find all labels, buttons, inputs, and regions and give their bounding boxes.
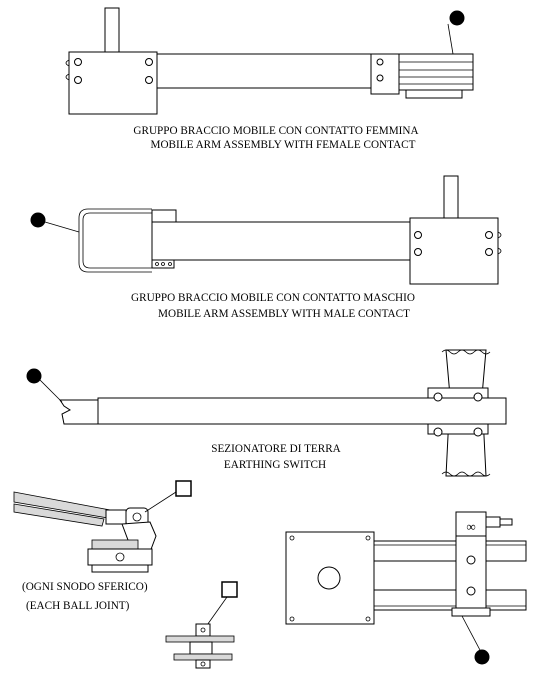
earthing-switch <box>27 350 507 476</box>
infinity-symbol: ∞ <box>466 519 476 534</box>
reference-square-icon <box>222 582 237 597</box>
caption-female-en: MOBILE ARM ASSEMBLY WITH FEMALE CONTACT <box>150 139 416 151</box>
female-arm-assembly <box>66 8 473 114</box>
caption-earth-it: SEZIONATORE DI TERRA <box>211 443 341 455</box>
caption-ball-en: (EACH BALL JOINT) <box>26 600 130 612</box>
caption-ball-it: (OGNI SNODO SFERICO) <box>22 581 148 593</box>
reference-dot-icon <box>450 11 465 26</box>
reference-dot-icon <box>31 213 46 228</box>
caption-female-it: GRUPPO BRACCIO MOBILE CON CONTATTO FEMMINA <box>133 125 419 137</box>
reference-dot-icon <box>27 369 42 384</box>
reference-dot-icon <box>475 650 490 665</box>
male-arm-assembly <box>31 176 502 284</box>
caption-male-en: MOBILE ARM ASSEMBLY WITH MALE CONTACT <box>158 308 410 320</box>
caption-male-it: GRUPPO BRACCIO MOBILE CON CONTATTO MASCHIO <box>131 292 415 304</box>
caption-earth-en: EARTHING SWITCH <box>223 459 327 471</box>
ball-joint-detail <box>14 481 191 572</box>
small-joint-detail <box>166 582 237 668</box>
reference-square-icon <box>176 481 191 496</box>
bracket-detail <box>286 512 526 665</box>
